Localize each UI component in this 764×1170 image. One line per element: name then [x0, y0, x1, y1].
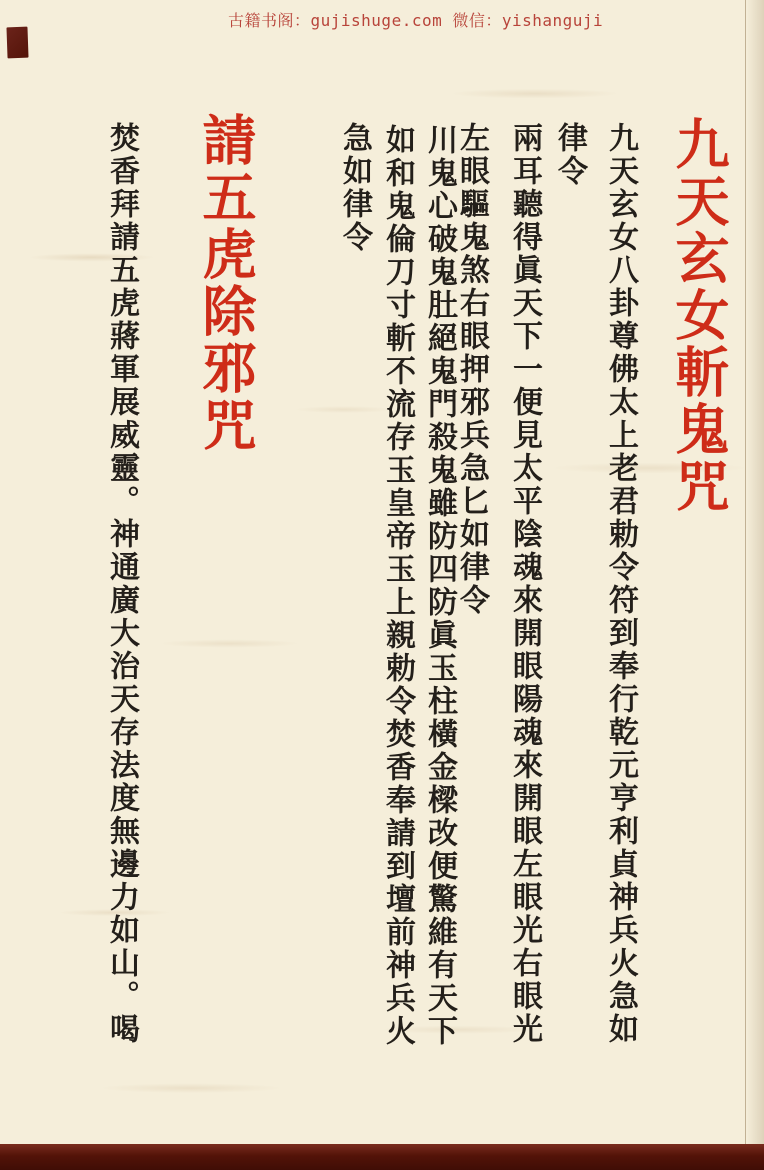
red-corner-stamp: [6, 27, 28, 59]
bottom-binding-bar: [0, 1144, 764, 1170]
chant-column-5: 川鬼心破鬼肚絕鬼門殺鬼雖防四防眞玉柱橫金樑改便驚維有天下: [422, 124, 457, 1048]
page-edge-crease: [745, 0, 764, 1170]
chant-column-2: 律令: [552, 122, 587, 188]
chant-column-3: 兩耳聽得眞天下一便見太平陰魂來開眼陽魂來開眼左眼光右眼光: [507, 122, 542, 1046]
chant-title-five-tigers: 請五虎除邪咒: [194, 112, 258, 454]
chant-title-nine-heavens: 九天玄女斬鬼咒: [667, 116, 731, 515]
chant-column-8: 焚香拜請五虎蔣軍展威靈。神通廣大治天存法度無邊力如山。喝: [104, 122, 139, 1046]
site-watermark-text: 古籍书阁：gujishuge.com 微信：yishanguji: [228, 11, 604, 30]
chant-column-7: 急如律令: [337, 122, 372, 254]
chant-column-4: 左眼驅鬼煞右眼押邪兵急匕如律令: [454, 122, 489, 617]
chant-column-1: 九天玄女八卦尊佛太上老君勅令符到奉行乾元亨利貞神兵火急如: [603, 122, 638, 1046]
chant-column-6: 如和鬼倫刀寸斬不流存玉皇帝玉上親勅令焚香奉請到壇前神兵火: [380, 124, 415, 1048]
